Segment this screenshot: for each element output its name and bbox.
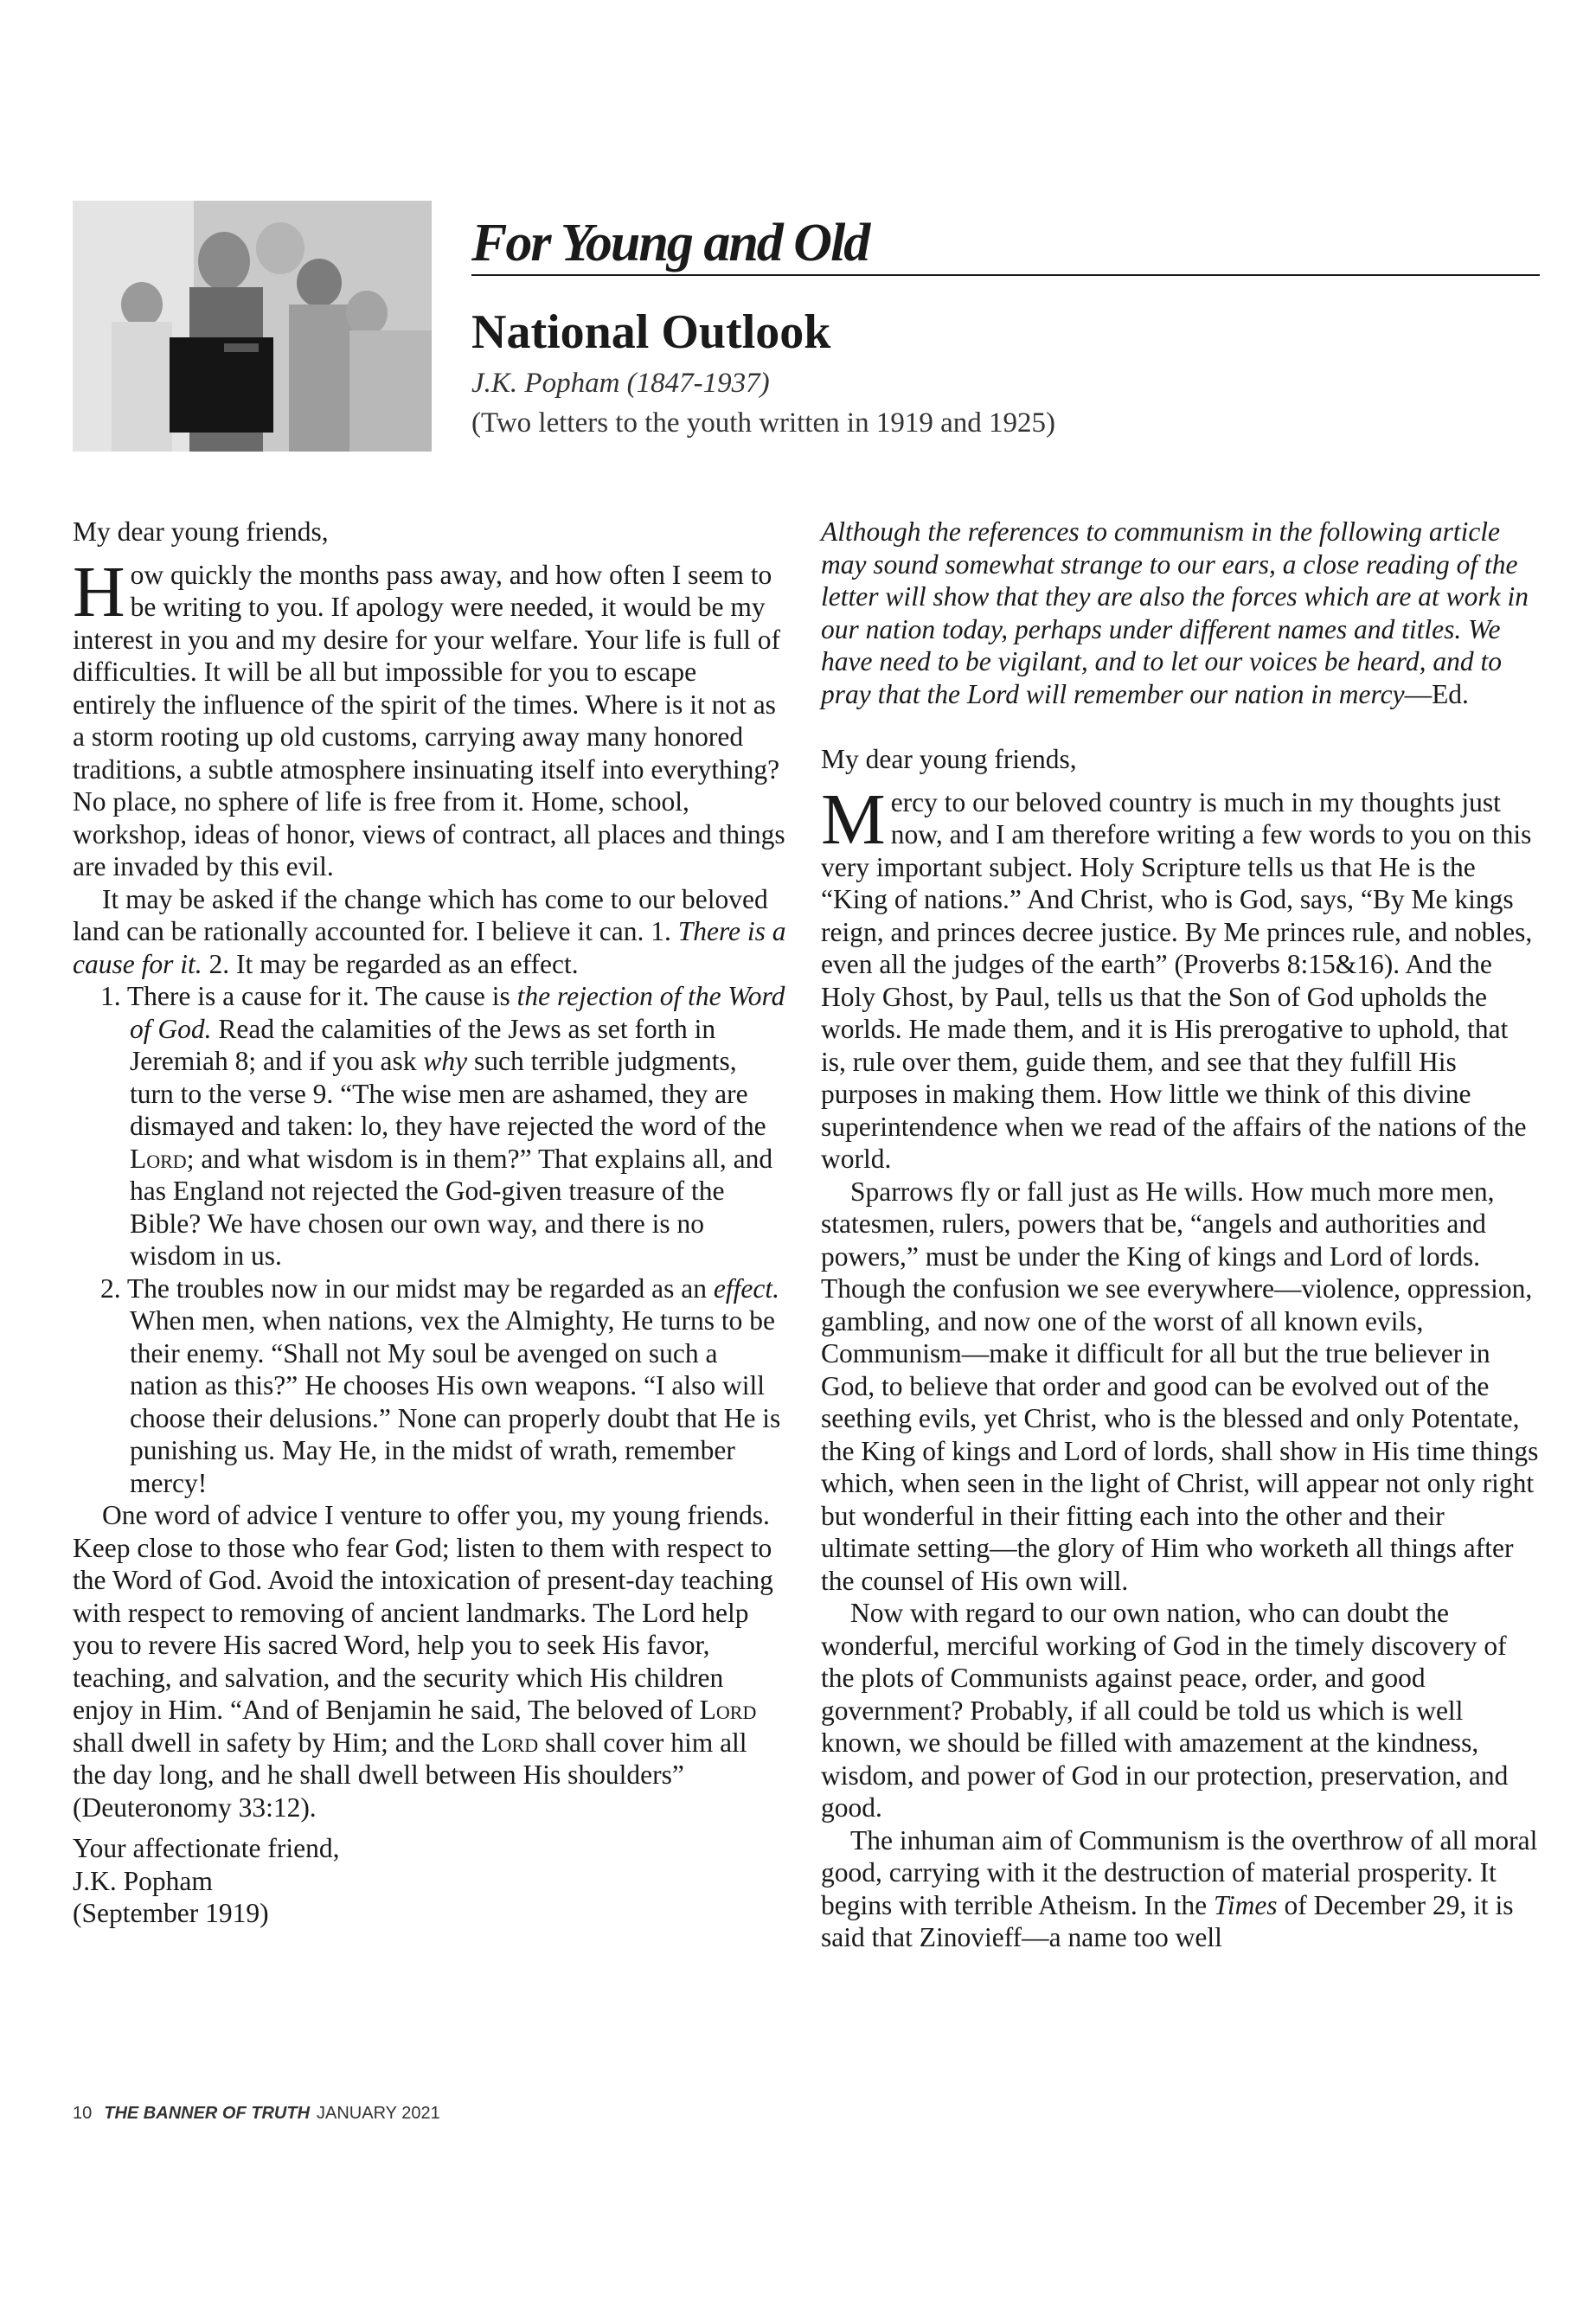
family-bible-photo [73, 201, 432, 452]
signoff-line: Your affectionate friend, [73, 1833, 340, 1863]
paragraph-text: One word of advice I venture to offer you, my young friends. Keep close to those who fear God; listen to them with respect to the Word of God. Avoid the intoxication of present-day teaching with respect to removing of ancient landmarks. The Lord help you to revere His sacred Word, help you to seek His favor, teaching, and salvation, and the security which His children enjoy in Him. “And of Benjamin he said, The beloved of [73, 1500, 773, 1725]
list-text: When men, when nations, vex the Almighty, He turns to be their enemy. “Shall not My soul be avenged on such a nation as this?” He chooses His own weapons. “I also will choose their delusions.” None can properly doubt that He is punishing us. May He, in the midst of wrath, remember mercy! [130, 1305, 781, 1498]
paragraph-text: It may be asked if the change which has come to our beloved land can be rationally accounted for. I believe it can. 1. [73, 883, 768, 946]
paragraph-text: shall dwell in safety by Him; and the [73, 1727, 482, 1758]
paragraph [73, 551, 786, 883]
page-footer [73, 2104, 440, 2124]
numbered-list [73, 980, 786, 1499]
small-caps: Lord [699, 1695, 757, 1725]
right-column [821, 516, 1539, 1954]
small-caps: Lord [130, 1143, 187, 1174]
salutation: My dear young friends, [73, 516, 329, 547]
paragraph-text: ow quickly the months pass away, and how often I seem to be writing to you. If apology were needed, it would be my interest in you and my desire for your welfare. Your life is full of difficulties. It will be all but impossible for you to escape entirely the influence of the spirit of the times. Where is it not as a storm rooting up old customs, carrying away many honored traditions, a subtle atmosphere insinuating itself into everything? No place, no sphere of life is free from it. Home, school, workshop, ideas of honor, views of contract, all places and things are invaded by this evil. [73, 559, 785, 881]
article-subnote: (Two letters to the youth written in 1919 and 1925) [471, 407, 1055, 439]
list-text: 2. The troubles now in our midst may be regarded as an [100, 1272, 714, 1304]
paragraph-text: ercy to our beloved country is much in my thoughts just now, and I am therefore writing a few words to you on this very important subject. Holy Scripture tells us that He is the “King of nations.” And Christ, who is God, says, “By Me kings reign, and princes decree justice. By Me princes rule, and nobles, even all the judges of the earth” (Proverbs 8:15&16). And the Holy Ghost, by Paul, tells us that the Son of God upholds the worlds. He made them, and it is His prerogative to uphold, that is, rule over them, guide them, and see that they fulfill His purposes in making them. How little we think of this divine superintendence when we read of the affairs of the nations of the world. [821, 786, 1533, 1174]
paragraph-text: of December 29, it is said that Zinovieff—a name too well [821, 1889, 1514, 1952]
drop-cap: M [821, 779, 886, 860]
list-item [73, 980, 786, 1272]
emphasis: the rejection of the Word of God. [130, 981, 785, 1044]
list-text: Read the calamities of the Jews as set forth in Jeremiah 8; and if you ask [130, 1013, 716, 1076]
issue-date: JANUARY 2021 [317, 2104, 440, 2123]
editor-signature: —Ed. [1404, 678, 1469, 709]
signoff-name: J.K. Popham [73, 1865, 213, 1896]
publication-name: THE BANNER OF TRUTH [104, 2104, 311, 2123]
drop-cap: H [73, 551, 125, 632]
emphasis: There is a cause for it. [73, 916, 786, 979]
page-number: 10 [73, 2104, 93, 2123]
salutation: My dear young friends, [821, 744, 1077, 774]
list-item [73, 1272, 786, 1500]
article-title: National Outlook [471, 305, 831, 359]
paragraph [821, 779, 1539, 1176]
emphasis: Times [1214, 1889, 1278, 1920]
editor-note [821, 516, 1539, 710]
list-text: 1. There is a cause for it. The cause is [100, 981, 517, 1011]
author-byline: J.K. Popham (1847-1937) [471, 368, 770, 399]
list-text: such terrible judgments, turn to the verse 9. “The wise men are ashamed, they are dismayed and taken: lo, they have rejected the word of the [130, 1046, 766, 1141]
paragraph: Sparrows fly or fall just as He wills. How much more men, statesmen, rulers, powers that be, “angels and authorities and powers,” must be under the King of kings and Lord of lords. Though the confusion we see everywhere—violence, oppression, gambling, and now one of the worst of all known evils, Communism—make it difficult for all but the true believer in God, to believe that order and good can be evolved out of the seething evils, yet Christ, who is the blessed and only Potentate, the King of kings and Lord of lords, shall show in His time things which, when seen in the light of Christ, will appear not only right but wonderful in their fitting each into the other and their ultimate setting—the glory of Him who worketh all things after the counsel of His own will. [821, 1176, 1539, 1596]
paragraph: Now with regard to our own nation, who can doubt the wonderful, merciful working of God in the timely discovery of the plots of Communists against peace, order, and good government? Probably, if all could be told us which is well known, we should be filled with amazement at the kindness, wisdom, and power of God in our protection, preservation, and good. [821, 1598, 1509, 1823]
paragraph [73, 1499, 786, 1823]
paragraph-text: 2. It may be regarded as an effect. [202, 948, 579, 979]
article-header [471, 212, 1540, 440]
emphasis: why [423, 1046, 468, 1076]
paragraph-text: shall cover him all the day long, and he shall dwell between His shoulders” (Deuteronomy 33:12). [73, 1727, 747, 1823]
paragraph-text: The inhuman aim of Communism is the overthrow of all moral good, carrying with it the destruction of material prosperity. It begins with terrible Atheism. In the [821, 1824, 1538, 1920]
left-column [73, 516, 786, 1930]
list-text: ; and what wisdom is in them?” That explains all, and has England not rejected the God-given treasure of the Bible? We have chosen our own way, and there is no wisdom in us. [130, 1143, 773, 1271]
signoff-date: (September 1919) [73, 1898, 269, 1928]
editor-note-text: Although the references to communism in the following article may sound somewhat strange to our ears, a close reading of the letter will show that they are also the forces which are at work in our nation today, perhaps under different names and titles. We have need to be vigilant, and to let our voices be heard, and to pray that the Lord will remember our nation in mercy [821, 516, 1529, 709]
paragraph [73, 883, 786, 981]
emphasis: effect. [713, 1272, 779, 1304]
section-title: For Young and Old [471, 212, 1540, 276]
paragraph [821, 1824, 1539, 1954]
small-caps: Lord [481, 1727, 539, 1758]
